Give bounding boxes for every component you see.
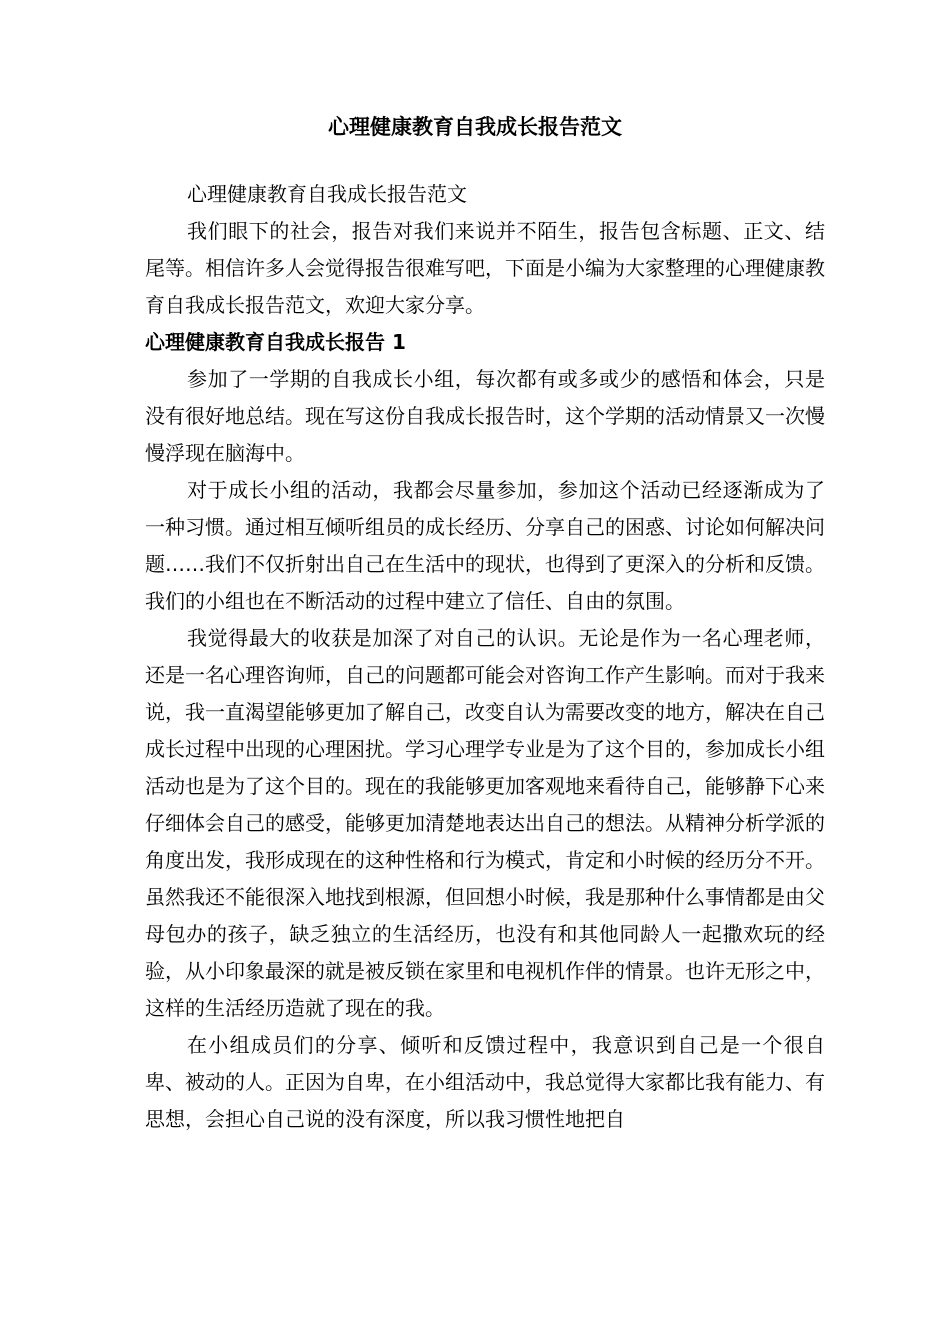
document-body xyxy=(145,176,825,1138)
document-title: 心理健康教育自我成长报告范文 xyxy=(328,115,622,139)
body-paragraph: 在小组成员们的分享、倾听和反馈过程中，我意识到自己是一个很自卑、被动的人。正因为自卑，在小组活动中，我总觉得大家都比我有能力、有思想，会担心自己说的没有深度，所以我习惯性地把自 xyxy=(145,1033,825,1131)
body-paragraph: 参加了一学期的自我成长小组，每次都有或多或少的感悟和体会，只是没有很好地总结。现在写这份自我成长报告时，这个学期的活动情景又一次慢慢浮现在脑海中。 xyxy=(145,367,825,465)
intro-paragraph: 我们眼下的社会，报告对我们来说并不陌生，报告包含标题、正文、结尾等。相信许多人会觉得报告很难写吧，下面是小编为大家整理的心理健康教育自我成长报告范文，欢迎大家分享。 xyxy=(145,219,825,317)
body-paragraph: 我觉得最大的收获是加深了对自己的认识。无论是作为一名心理老师，还是一名心理咨询师，自己的问题都可能会对咨询工作产生影响。而对于我来说，我一直渴望能够更加了解自己，改变自认为需要改变的地方，解决在自己成长过程中出现的心理困扰。学习心理学专业是为了这个目的，参加成长小组活动也是为了这个目的。现在的我能够更加客观地来看待自己，能够静下心来仔细体会自己的感受，能够更加清楚地表达出自己的想法。从精神分析学派的角度出发，我形成现在的这种性格和行为模式，肯定和小时候的经历分不开。虽然我还不能很深入地找到根源，但回想小时候，我是那种什么事情都是由父母包办的孩子，缺乏独立的生活经历，也没有和其他同龄人一起撒欢玩的经验，从小印象最深的就是被反锁在家里和电视机作伴的情景。也许无形之中，这样的生活经历造就了现在的我。 xyxy=(145,626,825,1020)
body-paragraph: 对于成长小组的活动，我都会尽量参加，参加这个活动已经逐渐成为了一种习惯。通过相互倾听组员的成长经历、分享自己的困惑、讨论如何解决问题……我们不仅折射出自己在生活中的现状，也得到了更深入的分析和反馈。我们的小组也在不断活动的过程中建立了信任、自由的氛围。 xyxy=(145,478,825,613)
section-heading: 心理健康教育自我成长报告 1 xyxy=(145,330,406,354)
subtitle-paragraph: 心理健康教育自我成长报告范文 xyxy=(187,182,467,206)
